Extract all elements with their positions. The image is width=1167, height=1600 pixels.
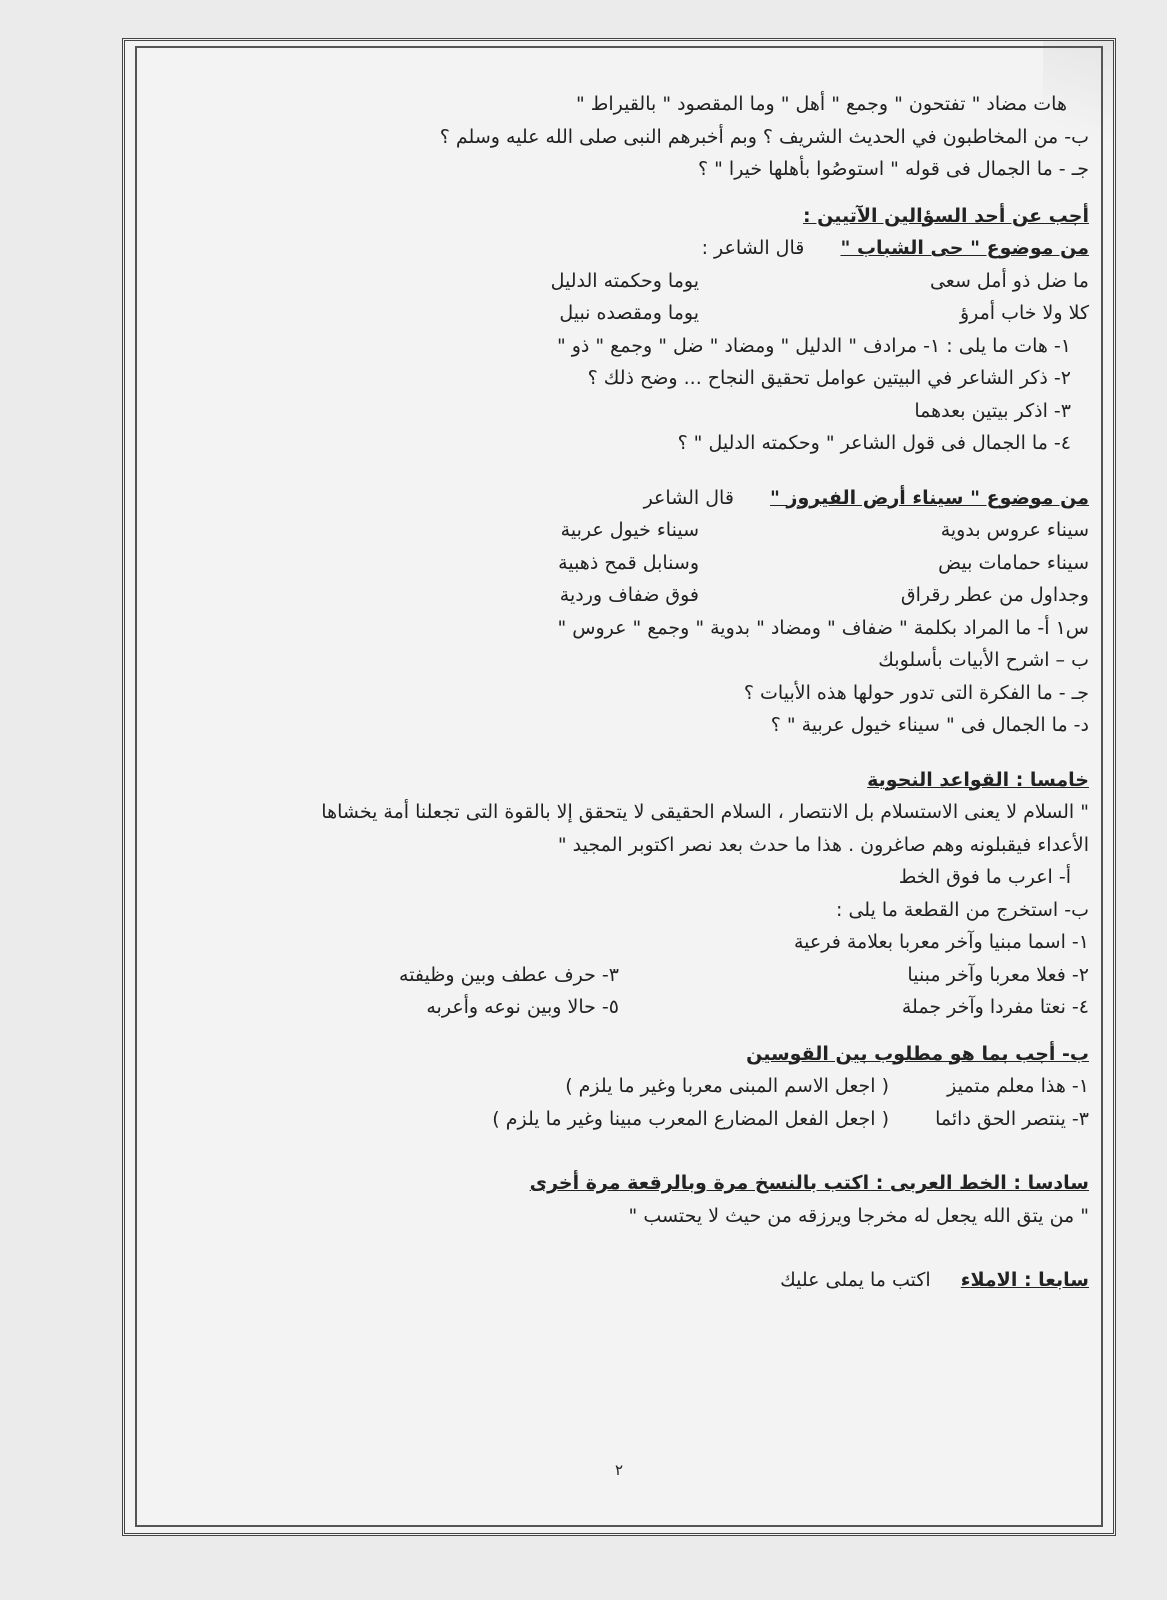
question-line: ب – اشرح الأبيات بأسلوبك [878,649,1089,671]
question-line: د- ما الجمال فى " سيناء خيول عربية " ؟ [770,714,1089,736]
page-number: ٢ [614,1461,624,1479]
dictation-row [147,1264,1089,1297]
section-heading: أجب عن أحد السؤالين الآتيين : [802,204,1089,227]
question-line: أ- اعرب ما فوق الخط [898,866,1071,888]
text-line: هات مضاد " تفتحون " وجمع " أهل " وما المقصود " بالقيراط " [575,93,1067,115]
verse-row [147,579,1089,612]
text-line: جـ - ما الجمال فى قوله " استوصُوا بأهلها خيرا " ؟ [698,158,1089,180]
topic-title: من موضوع " سيناء أرض الفيروز " [770,486,1089,509]
calligraphy-text: " من يتق الله يجعل له مخرجا ويرزقه من حيث لا يحتسب " [628,1204,1089,1227]
topic-title: من موضوع " حى الشباب " [840,237,1089,259]
passage-line: الأعداء فيقبلونه وهم صاغرون . هذا ما حدث بعد نصر اكتوبر المجيد " [557,833,1089,856]
topic-title-row [147,232,1089,265]
verse-second-half: يوما ومقصده نبيل [559,302,699,324]
question-line: س١ أ- ما المراد بكلمة " ضفاف " ومضاد " بدوية " وجمع " عروس " [557,616,1089,639]
section-heading: سابعا : الاملاء [960,1269,1089,1291]
section-heading: خامسا : القواعد النحوية [867,768,1089,791]
verse-row [147,514,1089,547]
verse-first-half: سيناء عروس بدوية [940,519,1089,541]
sub-item-instruction: ( اجعل الفعل المضارع المعرب مبينا وغير ما يلزم ) [492,1107,889,1130]
verse-second-half: وسنابل قمح ذهبية [558,551,699,574]
section-heading: سادسا : الخط العربى : اكتب بالنسخ مرة وبالرقعة مرة أخرى [529,1172,1089,1194]
verse-row [147,265,1089,298]
grammar-item-row [147,959,1089,992]
text-line: ب- من المخاطبون في الحديث الشريف ؟ وبم أخبرهم النبى صلى الله عليه وسلم ؟ [439,125,1089,148]
sub-item-sentence: ١- هذا معلم متميز [947,1075,1089,1097]
grammar-item-row [147,991,1089,1024]
verse-row [147,297,1089,330]
dictation-instruction: اكتب ما يملى عليك [780,1269,931,1291]
verse-row [147,547,1089,580]
passage-line: " السلام لا يعنى الاستسلام بل الانتصار ، السلام الحقيقى لا يتحقق إلا بالقوة التى تجعلنا أمة يخشاها [321,801,1089,823]
grammar-item: ٥- حالا وبين نوعه وأعربه [426,996,619,1018]
verse-first-half: كلا ولا خاب أمرؤ [959,302,1089,324]
grammar-item: ٣- حرف عطف وبين وظيفته [399,963,619,986]
question-line: جـ - ما الفكرة التى تدور حولها هذه الأبيات ؟ [743,681,1089,704]
question-line: ب- استخرج من القطعة ما يلى : [836,898,1089,921]
grammar-item: ٢- فعلا معربا وآخر مبنيا [907,963,1089,986]
verse-first-half: ما ضل ذو أمل سعى [929,269,1089,292]
topic-title-row [147,482,1089,515]
grammar-item: ٤- نعتا مفردا وآخر جملة [901,996,1089,1018]
question-line: ٢- ذكر الشاعر في البيتين عوامل تحقيق النجاح ... وضح ذلك ؟ [587,367,1071,389]
question-line: ٤- ما الجمال فى قول الشاعر " وحكمته الدليل " ؟ [677,432,1071,454]
question-line: ١- هات ما يلى : ١- مرادف " الدليل " ومضاد " ضل " وجمع " ذو " [556,334,1071,357]
verse-second-half: سيناء خيول عربية [560,519,699,541]
exam-page [122,38,1116,1536]
verse-first-half: وجداول من عطر رقراق [900,584,1089,606]
sub-item-instruction: ( اجعل الاسم المبنى معربا وغير ما يلزم ) [565,1075,889,1097]
sub-item-row [147,1103,1089,1136]
grammar-item-row [147,926,1089,959]
page-border [135,46,1103,1527]
grammar-item: ١- اسما مبنيا وآخر معربا بعلامة فرعية [793,931,1089,953]
document-body [147,88,1089,1525]
poet-said: قال الشاعر : [701,237,805,259]
sub-item-row [147,1070,1089,1103]
verse-first-half: سيناء حمامات بيض [938,551,1089,574]
verse-second-half: فوق ضفاف وردية [559,584,699,606]
sub-heading: ب- أجب بما هو مطلوب بين القوسين [746,1042,1089,1065]
poet-said: قال الشاعر [643,486,734,509]
sub-item-sentence: ٣- ينتصر الحق دائما [935,1107,1089,1130]
question-line: ٣- اذكر بيتين بعدهما [914,399,1071,422]
verse-second-half: يوما وحكمته الدليل [550,269,699,292]
